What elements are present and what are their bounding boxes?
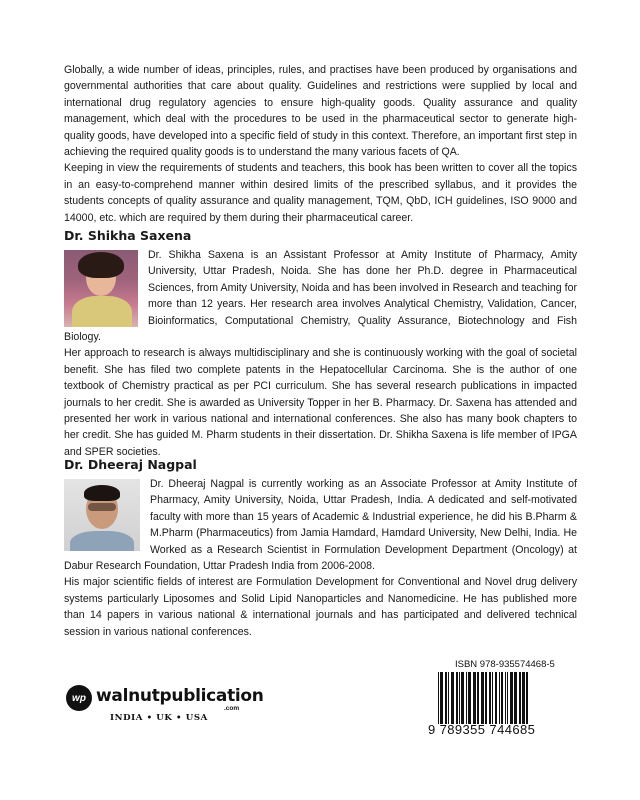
barcode-bar xyxy=(505,672,506,724)
barcode-bar xyxy=(526,672,528,724)
barcode-bar xyxy=(445,672,447,724)
barcode-bar xyxy=(514,672,517,724)
intro-paragraph-1: Globally, a wide number of ideas, principles, rules, and practises have been produced by organisations and governmental authorities that care about quality. Guidelines and restrictions were supplied by local and international drug regulatory agencies to ensure high-quality goods. Quality assurance and quality management, which deal with the procedures to be used in the pharmaceutical sector to generate high-quality goods, have developed into a specific field of study in this context. Therefore, an important first step in achieving the required quality goods is to understand the many various facets of QA. xyxy=(64,64,577,159)
author-bio-1-part-1: Dr. Shikha Saxena is an Assistant Professor at Amity Institute of Pharmacy, Amity University, Uttar Pradesh, Noida. She has done her Ph.D. degree in Pharmaceutical Sciences, from Amity University, Noida and has been involved in Research and teaching for more than 12 years. Her research area involves Analytical Chemistry, Validation, Cancer, Bioinformatics, Computational Chemistry, Quality Assurance, Biotechnology and Fish Biology. xyxy=(64,249,577,344)
publisher-domain: .com xyxy=(224,705,240,712)
author-bio-1-part-2: Her approach to research is always multidisciplinary and she is continuously working with the goal of societal benefit. She has filed two complete patents in the Hepatocellular Carcinoma. She is the author of one textbook of Chemistry practical as per PCI curriculum. She has several research publications in impacted journals to her credit. She is awarded as University Topper in her B. Pharmacy. Dr. Saxena has attended and presented her work in various national and international conferences. She also has many book chapters to her credit. She has guided M. Pharm students in their dissertation. Dr. Shikha Saxena is life member of IPGA and SPER societies. xyxy=(64,347,577,458)
barcode-bar xyxy=(492,672,493,724)
author-bio-1 xyxy=(64,247,577,460)
barcode-bar xyxy=(501,672,503,724)
barcode-bar xyxy=(456,672,458,724)
barcode-bar xyxy=(519,672,521,724)
barcode xyxy=(428,672,576,724)
barcode-bar xyxy=(468,672,471,724)
author-name-2: Dr. Dheeraj Nagpal xyxy=(64,457,197,472)
barcode-bar xyxy=(489,672,491,724)
barcode-bar xyxy=(481,672,484,724)
barcode-bar xyxy=(448,672,449,724)
barcode-bar xyxy=(507,672,508,724)
barcode-bar xyxy=(440,672,443,724)
barcode-bar xyxy=(522,672,525,724)
intro-text xyxy=(64,62,577,226)
barcode-bar xyxy=(461,672,464,724)
barcode-bar xyxy=(459,672,460,724)
barcode-bar xyxy=(466,672,467,724)
barcode-digits: 9 789355 744685 xyxy=(428,722,536,737)
publisher-name: walnutpublication xyxy=(96,686,264,706)
barcode-bar xyxy=(485,672,487,724)
barcode-bar xyxy=(477,672,479,724)
publisher-countries: INDIA • UK • USA xyxy=(110,713,208,723)
author-name-1: Dr. Shikha Saxena xyxy=(64,228,192,243)
intro-paragraph-2: Keeping in view the requirements of students and teachers, this book has been written to cover all the topics in an easy-to-comprehend manner within desired limits of the prescribed syllabus, and it provides the students concepts of quality assurance and quality management, TQM, QbD, ICH guidelines, ISO 9000 and 14000, etc. which are required by them during their pharmaceutical career. xyxy=(64,162,577,224)
barcode-bar xyxy=(451,672,454,724)
author-bio-2 xyxy=(64,476,577,640)
barcode-bar xyxy=(473,672,476,724)
author-photo-2 xyxy=(64,479,140,551)
barcode-bar xyxy=(499,672,500,724)
publisher-logo-mark: wp xyxy=(66,685,92,711)
author-bio-2-part-1: Dr. Dheeraj Nagpal is currently working as an Associate Professor at Amity Institute of Pharmacy, Amity University, Noida, Uttar Pradesh, India. A dedicated and self-motivated faculty with more than 15 years of Academic & Industrial experience, he did his B.Pharm & M.Pharm (Pharmaceutics) from Jamia Hamdard, Hamdard University, New Delhi, India. He Worked as a Research Scientist in Formulation Development Department (Oncology) at Dabur Research Foundation, Uttar Pradesh India from 2006-2008. xyxy=(64,478,577,573)
barcode-bar xyxy=(510,672,513,724)
barcode-bar xyxy=(438,672,439,724)
author-photo-1 xyxy=(64,250,138,327)
author-bio-2-part-2: His major scientific fields of interest are Formulation Development for Conventional and Novel drug delivery systems particularly Liposomes and Solid Lipid Nanoparticles and Nanomedicine. He has published more than 14 papers in various national & international journals and has participated and delivered technical session in various national conferences. xyxy=(64,576,577,638)
isbn-label: ISBN 978-935574468-5 xyxy=(455,659,555,670)
barcode-bar xyxy=(495,672,497,724)
